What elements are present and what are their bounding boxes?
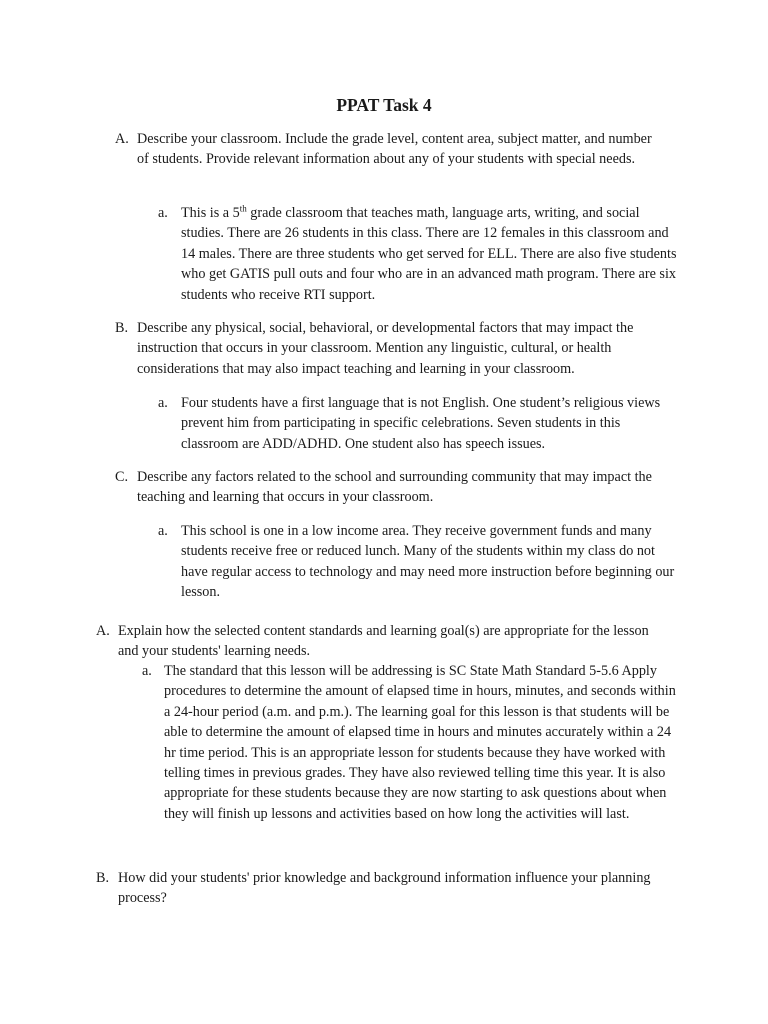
question-text: How did your students' prior knowledge and background information influence your planning process?	[118, 870, 651, 907]
question-marker: B.	[96, 870, 110, 886]
question-marker: A.	[96, 623, 110, 639]
answer-text: This is a 5th grade classroom that teaches math, language arts, writing, and social studies. There are 26 students in this class. There are 12 females in this classroom and 14 males. There are three students who get served for ELL. There are also five students who get GATIS pull outs and four who are in an advanced math program. There are six students who receive RTI support.	[181, 203, 677, 303]
question-marker: C.	[115, 469, 129, 485]
answer-text: Four students have a first language that is not English. One student’s religious views prevent him from participating in specific celebrations. Seven students in this classroom are ADD/ADHD. One student also has speech issues.	[181, 395, 661, 452]
question-a	[115, 129, 660, 170]
answer-marker: a.	[142, 663, 152, 679]
question-marker: B.	[115, 320, 129, 336]
answer-b	[158, 393, 680, 454]
question-text: Describe your classroom. Include the grade level, content area, subject matter, and number of students. Provide relevant information about any of your students with special needs.	[137, 131, 652, 168]
question-c	[115, 467, 660, 508]
question-text: Describe any factors related to the school and surrounding community that may impact the teaching and learning that occurs in your classroom.	[137, 469, 652, 506]
answer-marker: a.	[158, 205, 168, 221]
question-marker: A.	[115, 131, 129, 147]
answer-text: The standard that this lesson will be addressing is SC State Math Standard 5-5.6 Apply procedures to determine the amount of elapsed time in hours, minutes, and seconds within a 24-hour period (a.m. and p.m.). The learning goal for this lesson is that students will be able to determine the amount of elapsed time in hours and minutes accurately within a 24 hr time period. This is an appropriate lesson for students because they have worked with telling times in previous grades. They have also reviewed telling time this year. It is also appropriate for these students because they are now starting to ask questions about when they will finish up lessons and activities based on how long the activities will last.	[164, 663, 676, 822]
answer-a-second	[142, 661, 682, 824]
page-title: PPAT Task 4	[336, 95, 432, 115]
question-text: Describe any physical, social, behavioral, or developmental factors that may impact the instruction that occurs in your classroom. Mention any linguistic, cultural, or health considerations that may also impact teaching and learning in your classroom.	[137, 320, 634, 377]
question-a-second	[96, 621, 656, 662]
superscript: th	[239, 203, 247, 214]
question-b-second	[96, 868, 656, 909]
answer-c	[158, 521, 680, 603]
answer-a	[158, 203, 680, 305]
answer-text: This school is one in a low income area. They receive government funds and many students receive free or reduced lunch. Many of the students within my class do not have regular access to technology and may need more instruction before beginning our lesson.	[181, 523, 675, 601]
answer-marker: a.	[158, 395, 168, 411]
question-text: Explain how the selected content standards and learning goal(s) are appropriate for the lesson and your students' learning needs.	[118, 623, 649, 660]
question-b	[115, 318, 660, 379]
answer-marker: a.	[158, 523, 168, 539]
